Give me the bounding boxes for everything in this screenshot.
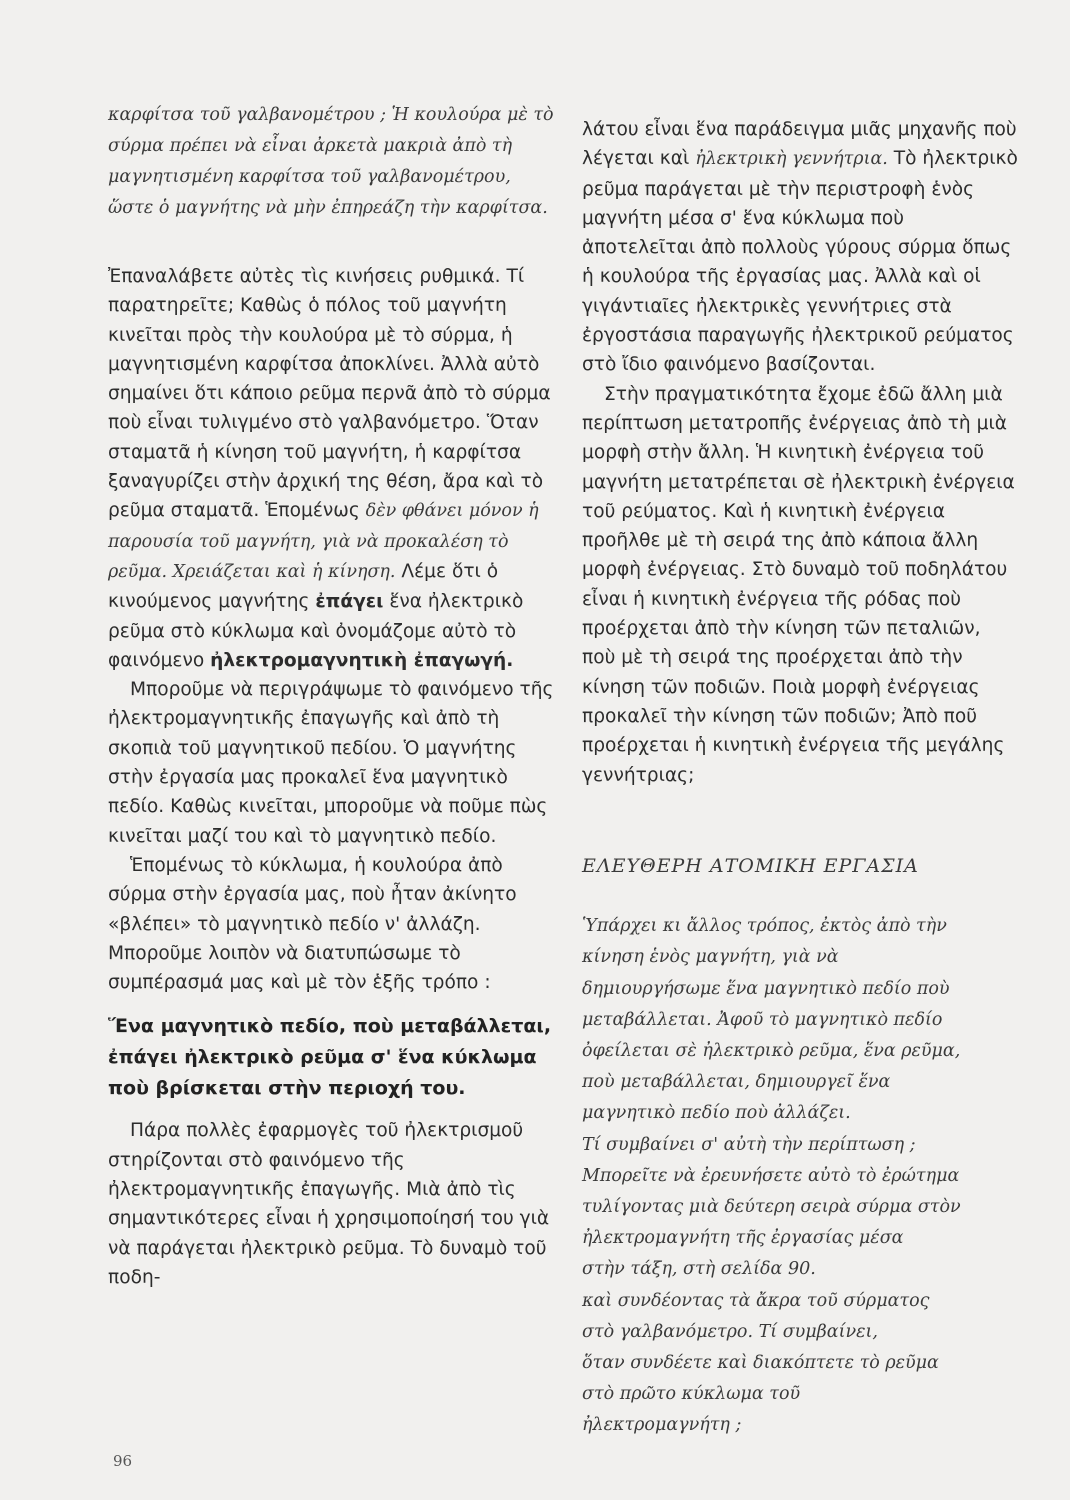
free-work-line: στὴν τάξη, στὴ σελίδα 90. [582, 1259, 816, 1280]
free-work-line: τυλίγοντας μιὰ δεύτερη σειρὰ σύρμα στὸν [582, 1196, 961, 1217]
free-work-line: ἠλεκτρομαγνήτη τῆς ἐργασίας μέσα [582, 1228, 904, 1249]
free-work-line: στὸ γαλβανόμετρο. Τί συμβαίνει, [582, 1321, 878, 1342]
free-work-line: Μπορεῖτε νὰ ἐρευνήσετε αὐτὸ τὸ ἐρώτημα [582, 1165, 960, 1186]
term-electromagnetic-induction: ἠλεκτρομαγνητικὴ ἐπαγωγή. [210, 649, 514, 671]
paragraph-1-italic: δὲν φθάνει μόνον ἡ παρουσία τοῦ μαγνήτη, γιὰ νὰ προκαλέση τὸ ρεῦμα. Χρειάζεται καὶ ἡ κίνηση. [108, 501, 539, 582]
free-work-line: δημιουργήσωμε ἕνα μαγνητικὸ πεδίο ποὺ [582, 978, 950, 999]
paragraph-1 [108, 262, 554, 675]
paragraph-1-text-c: ἕνα ἠλεκτρικὸ ρεῦμα στὸ κύκλωμα καὶ ὀνομάζομε αὐτὸ τὸ φαινόμενο [108, 591, 524, 671]
paragraph-4: Πάρα πολλὲς ἐφαρμογὲς τοῦ ἠλεκτρισμοῦ στηρίζονται στὸ φαινόμενο τῆς ἠλεκτρομαγνητικῆς ἐπαγωγῆς. Μιὰ ἀπὸ τὶς σημαντικότερες εἶναι ἡ χρησιμοποίησή του γιὰ νὰ παράγεται ἠλεκτρικὸ ρεῦμα. Τὸ δυναμὸ τοῦ ποδη- [108, 1120, 550, 1288]
intro-italic-text: καρφίτσα τοῦ γαλβανομέτρου ; Ἡ κουλούρα μὲ τὸ σύρμα πρέπει νὰ εἶναι ἀρκετὰ μακριὰ ἀπὸ τὴ μαγνητισμένη καρφίτσα τοῦ γαλβανομέτρου, ὥστε ὁ μαγνήτης νὰ μὴν ἐπηρεάζη τὴν καρφίτσα. [108, 105, 554, 218]
left-column [108, 100, 554, 1292]
right-column [582, 115, 1018, 1442]
free-work-line: Ὑπάρχει κι ἄλλος τρόπος, ἐκτὸς ἀπὸ τὴν [582, 916, 947, 937]
term-electric-generator: ἠλεκτρικὴ γεννήτρια. [695, 149, 888, 170]
free-work-line: μεταβάλλεται. Ἀφοῦ τὸ μαγνητικὸ πεδίο [582, 1009, 943, 1030]
page-number: 96 [113, 1452, 133, 1470]
free-work-line: στὸ πρῶτο κύκλωμα τοῦ [582, 1384, 801, 1405]
right-paragraph-1-text-b: Τὸ ἠλεκτρικὸ ρεῦμα παράγεται μὲ τὴν περιστροφὴ ἑνὸς μαγνήτη μέσα σ' ἕνα κύκλωμα ποὺ ἀποτελεῖται ἀπὸ πολλοὺς γύρους σύρμα ὅπως ἡ κουλούρα τῆς ἐργασίας μας. Ἀλλὰ καὶ οἱ γιγάντιαῖες ἠλεκτρικὲς γεννήτριες στὰ ἐργοστάσια παραγωγῆς ἠλεκτρικοῦ ρεύματος στὸ ἴδιο φαινόμενο βασίζονται. [582, 148, 1018, 376]
free-work-line: μαγνητικὸ πεδίο ποὺ ἀλλάζει. [582, 1103, 851, 1124]
free-work-line: καὶ συνδέοντας τὰ ἄκρα τοῦ σύρματος [582, 1290, 930, 1311]
free-work-line: κίνηση ἑνὸς μαγνήτη, γιὰ νὰ [582, 947, 839, 968]
paragraph-2: Μποροῦμε νὰ περιγράψωμε τὸ φαινόμενο τῆς ἠλεκτρομαγνητικῆς ἐπαγωγῆς καὶ ἀπὸ τὴ σκοπιὰ τοῦ μαγνητικοῦ πεδίου. Ὁ μαγνήτης στὴν ἐργασία μας προκαλεῖ ἕνα μαγνητικὸ πεδίο. Καθὼς κινεῖται, μποροῦμε νὰ ποῦμε πὼς κινεῖται μαζί του καὶ τὸ μαγνητικὸ πεδίο. [108, 679, 554, 847]
free-work-line: ποὺ μεταβάλλεται, δημιουργεῖ ἕνα [582, 1072, 891, 1093]
free-work-line: ὅταν συνδέετε καὶ διακόπτετε τὸ ρεῦμα [582, 1352, 939, 1373]
free-work-line: ἠλεκτρομαγνήτη ; [582, 1415, 742, 1436]
paragraph-1-text: Ἐπαναλάβετε αὐτὲς τὶς κινήσεις ρυθμικά. Τί παρατηρεῖτε; Καθὼς ὁ πόλος τοῦ μαγνήτη κινεῖται πρὸς τὴν κουλούρα μὲ τὸ σύρμα, ἡ μαγνητισμένη καρφίτσα ἀποκλίνει. Ἀλλὰ αὐτὸ σημαίνει ὅτι κάποιο ρεῦμα περνᾶ ἀπὸ τὸ σύρμα ποὺ εἶναι τυλιγμένο στὸ γαλβανόμετρο. Ὅταν σταματᾶ ἡ κίνηση τοῦ μαγνήτη, ἡ καρφίτσα ξαναγυρίζει στὴν ἀρχική της θέση, ἄρα καὶ τὸ ρεῦμα σταματᾶ. Ἑπομένως [108, 266, 551, 522]
paragraph-3: Ἑπομένως τὸ κύκλωμα, ἡ κουλούρα ἀπὸ σύρμα στὴν ἐργασία μας, ποὺ ἦταν ἀκίνητο «βλέπει» τὸ μαγνητικὸ πεδίο ν' ἀλλάζη. Μποροῦμε λοιπὸν νὰ διατυπώσωμε τὸ συμπέρασμά μας καὶ μὲ τὸν ἑξῆς τρόπο : [108, 854, 517, 994]
paragraph-1-text-b: Λέμε ὅτι ὁ κινούμενος μαγνήτης [108, 560, 499, 613]
term-epagei: ἐπάγει [315, 591, 384, 613]
rule-statement: Ἕνα μαγνητικὸ πεδίο, ποὺ μεταβάλλεται, ἐπάγει ἠλεκτρικὸ ρεῦμα σ' ἕνα κύκλωμα ποὺ βρίσκεται στὴν περιοχή του. [108, 1015, 552, 1100]
section-heading-free-individual-work: ΕΛΕΥΘΕΡΗ ΑΤΟΜΙΚΗ ΕΡΓΑΣΙΑ [582, 854, 919, 877]
free-work-line: Τί συμβαίνει σ' αὐτὴ τὴν περίπτωση ; [582, 1134, 916, 1155]
right-paragraph-1 [582, 115, 1018, 380]
right-paragraph-2: Στὴν πραγματικότητα ἔχομε ἐδῶ ἄλλη μιὰ περίπτωση μετατροπῆς ἐνέργειας ἀπὸ τὴ μιὰ μορφὴ στὴν ἄλλη. Ἡ κινητικὴ ἐνέργεια τοῦ μαγνήτη μετατρέπεται σὲ ἠλεκτρικὴ ἐνέργεια τοῦ ρεύματος. Καὶ ἡ κινητικὴ ἐνέργεια προῆλθε μὲ τὴ σειρά της ἀπὸ κάποια ἄλλη μορφὴ ἐνέργειας. Στὸ δυναμὸ τοῦ ποδηλάτου εἶναι ἡ κινητικὴ ἐνέργεια τῆς ρόδας ποὺ προέρχεται ἀπὸ τὴν κίνηση τῶν πεταλιῶν, ποὺ μὲ τὴ σειρά της προέρχεται ἀπὸ τὴν κίνηση τῶν ποδιῶν. Ποιὰ μορφὴ ἐνέργειας προκαλεῖ τὴν κίνηση τῶν ποδιῶν; Ἀπὸ ποῦ προέρχεται ἡ κινητικὴ ἐνέργεια τῆς μεγάλης γεννήτριας; [582, 383, 1015, 786]
right-paragraph-1-text: λάτου εἶναι ἕνα παράδειγμα μιᾶς μηχανῆς ποὺ λέγεται καὶ [582, 119, 1017, 170]
free-work-text [582, 911, 1018, 1441]
free-work-line: ὀφείλεται σὲ ἠλεκτρικὸ ρεῦμα, ἕνα ρεῦμα, [582, 1040, 961, 1061]
